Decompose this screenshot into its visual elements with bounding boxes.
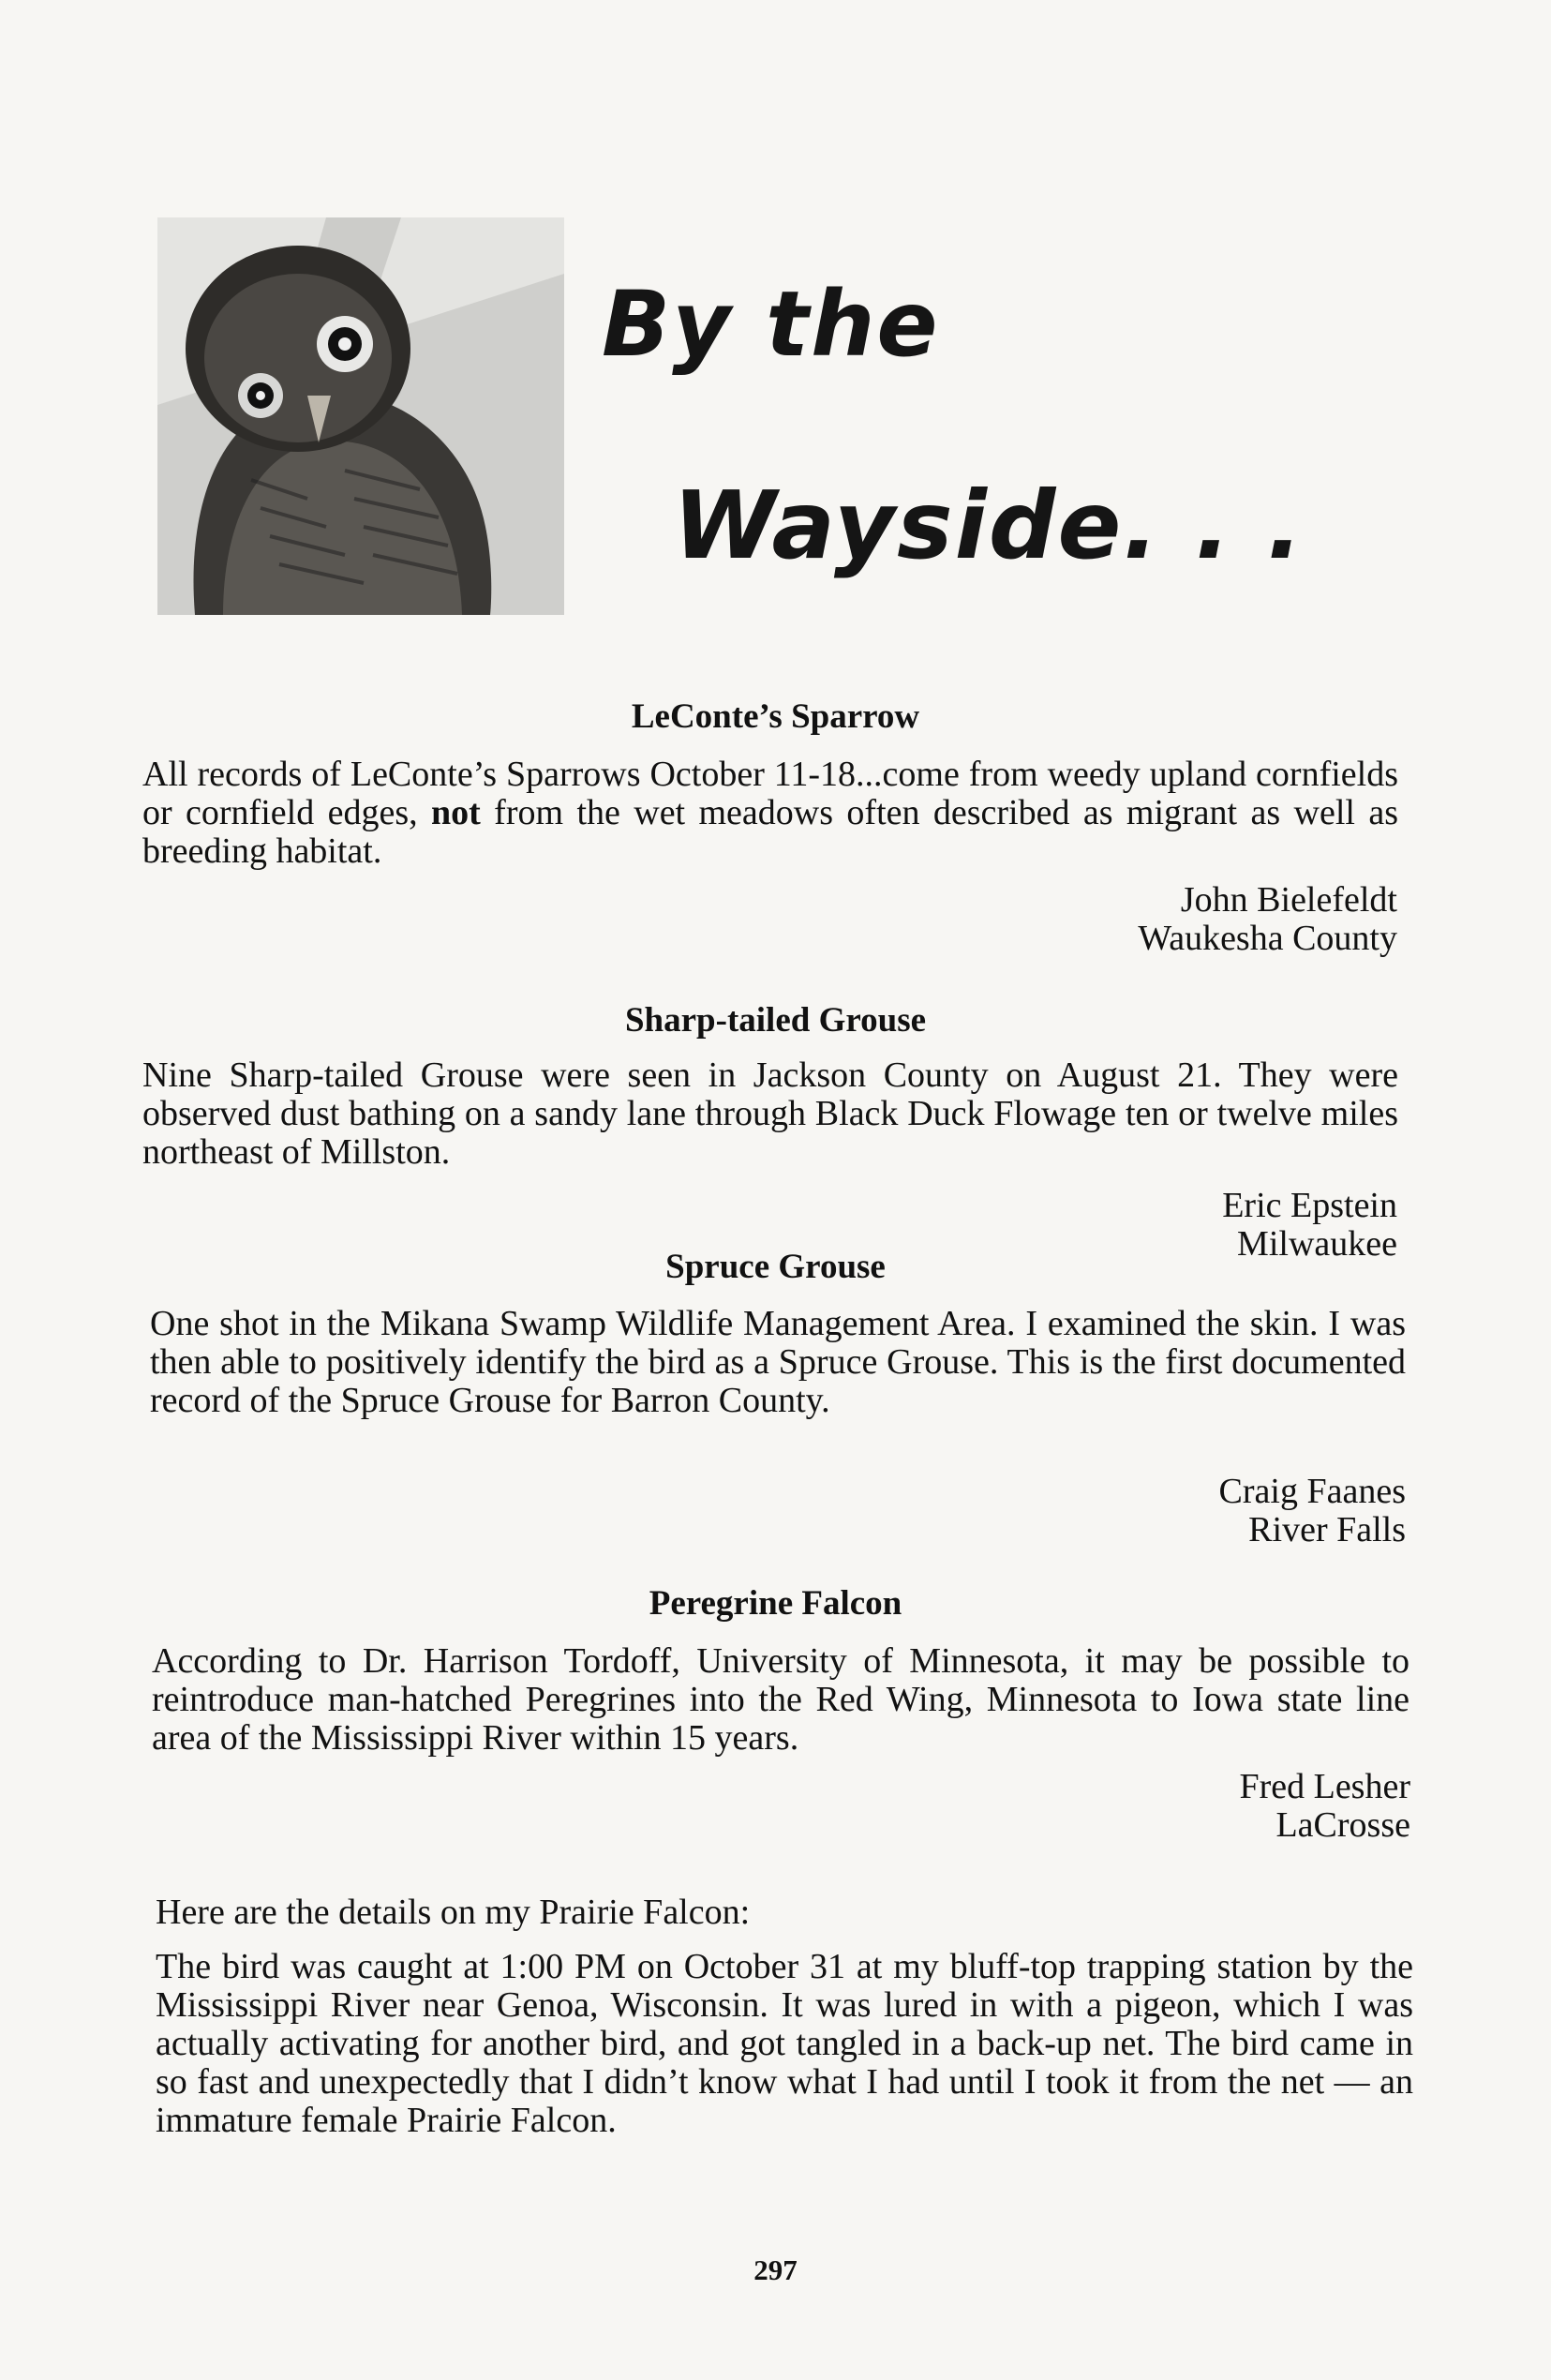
signature-spruce-grouse xyxy=(1219,1473,1406,1549)
text-segment: from the wet meadows often described as migrant as well as breeding habitat. xyxy=(142,793,1398,871)
author-location: Milwaukee xyxy=(1237,1224,1397,1264)
author-name: Fred Lesher xyxy=(1239,1767,1410,1806)
section-heading-sharp-tailed-grouse: Sharp-tailed Grouse xyxy=(624,1001,927,1040)
section-heading-leconte: LeConte’s Sparrow xyxy=(631,697,920,736)
author-location: Waukesha County xyxy=(1138,919,1397,958)
section-text-sharp-tailed-grouse: Nine Sharp-tailed Grouse were seen in Jackson County on August 21. They were observed dust bathing on a sandy lane through Black Duck Flowage ten or twelve miles northeast of Millston. xyxy=(142,1055,1398,1172)
author-name: John Bielefeldt xyxy=(1180,880,1397,920)
section-heading-spruce-grouse: Spruce Grouse xyxy=(665,1248,886,1286)
author-location: LaCrosse xyxy=(1275,1805,1410,1845)
page-number: 297 xyxy=(753,2253,798,2286)
section-text-leconte xyxy=(142,756,1398,871)
emphasis: not xyxy=(431,793,481,832)
masthead-title-line1: By the xyxy=(602,272,940,377)
author-name: Eric Epstein xyxy=(1222,1186,1397,1225)
owl-illustration xyxy=(157,217,564,615)
section-heading-peregrine-falcon: Peregrine Falcon xyxy=(649,1584,902,1623)
prairie-falcon-intro: Here are the details on my Prairie Falcon: xyxy=(156,1893,751,1932)
masthead-title-line2: Wayside. . . xyxy=(673,471,1305,580)
signature-leconte xyxy=(1138,881,1397,958)
author-name: Craig Faanes xyxy=(1218,1472,1406,1511)
author-location: River Falls xyxy=(1248,1510,1406,1549)
signature-peregrine-falcon xyxy=(1239,1768,1410,1845)
section-text-spruce-grouse: One shot in the Mikana Swamp Wildlife Management Area. I examined the skin. I was then able to positively identify the bird as a Spruce Grouse. This is the first documented record of the Spruce Grouse for Barron County. xyxy=(150,1304,1406,1420)
text-segment: All records of LeConte’s Sparrows October 11-18...come from weedy upland cornfields or cornfield edges, xyxy=(142,755,1398,832)
section-text-peregrine-falcon: According to Dr. Harrison Tordoff, University of Minnesota, it may be possible to reintroduce man-hatched Peregrines into the Red Wing, Minnesota to Iowa state line area of the Mississippi River within 15 years. xyxy=(152,1641,1409,1758)
owl-photo xyxy=(157,217,564,615)
prairie-falcon-text: The bird was caught at 1:00 PM on October 31 at my bluff-top trapping station by the Mississippi River near Genoa, Wisconsin. It was lured in with a pigeon, which I was actually activating for another bird, and got tangled in a back-up net. The bird came in so fast and unexpectedly that I didn’t know what I had until I took it from the net — an immature female Prairie Falcon. xyxy=(156,1947,1413,2140)
